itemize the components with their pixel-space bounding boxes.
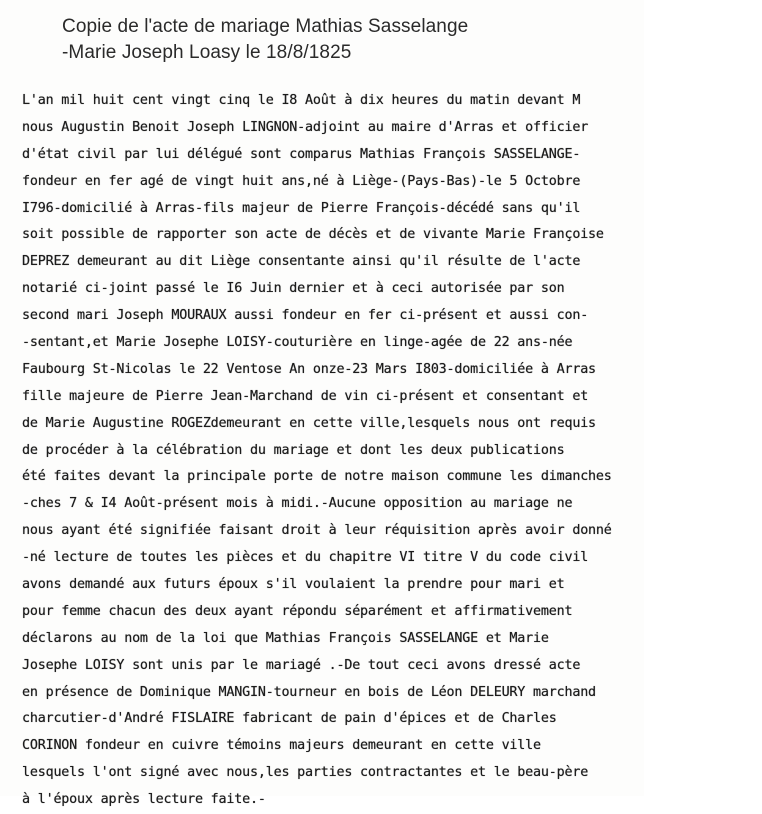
text-line: -ches 7 & I4 Août-présent mois à midi.-Aucune opposition au mariage ne bbox=[22, 496, 573, 512]
text-line: charcutier-d'André FISLAIRE fabricant de pain d'épices et de Charles bbox=[22, 711, 557, 727]
title-line-1: Copie de l'acte de mariage Mathias Sasselange bbox=[62, 16, 469, 37]
document-title bbox=[62, 14, 622, 66]
text-line: nous Augustin Benoit Joseph LINGNON-adjoint au maire d'Arras et officier bbox=[22, 119, 589, 135]
text-line: de procéder à la célébration du mariage et dont les deux publications bbox=[22, 442, 565, 458]
text-line: nous ayant été signifiée faisant droit à leur réquisition après avoir donné bbox=[22, 523, 612, 539]
text-line: à l'époux après lecture faite.- bbox=[22, 792, 266, 808]
text-line: fille majeure de Pierre Jean-Marchand de vin ci-présent et consentant et bbox=[22, 388, 589, 404]
text-line: soit possible de rapporter son acte de décès et de vivante Marie Françoise bbox=[22, 227, 604, 243]
text-line: notarié ci-joint passé le I6 Juin dernier et à ceci autorisée par son bbox=[22, 281, 565, 297]
text-line: -sentant,et Marie Josephe LOISY-couturière en linge-agée de 22 ans-née bbox=[22, 335, 573, 351]
text-line: L'an mil huit cent vingt cinq le I8 Août à dix heures du matin devant M bbox=[22, 93, 581, 108]
text-line: pour femme chacun des deux ayant répondu séparément et affirmativement bbox=[22, 603, 573, 619]
title-line-2: -Marie Joseph Loasy le 18/8/1825 bbox=[62, 42, 352, 63]
text-line: déclarons au nom de la loi que Mathias François SASSELANGE et Marie bbox=[22, 630, 549, 646]
text-line: Faubourg St-Nicolas le 22 Ventose An onze-23 Mars I803-domiciliée à Arras bbox=[22, 361, 596, 377]
text-line: CORINON fondeur en cuivre témoins majeurs demeurant en cette ville bbox=[22, 738, 541, 754]
text-line: Josephe LOISY sont unis par le mariagé .-De tout ceci avons dressé acte bbox=[22, 657, 581, 673]
text-line: DEPREZ demeurant au dit Liège consentante ainsi qu'il résulte de l'acte bbox=[22, 254, 581, 270]
text-line: lesquels l'ont signé avec nous,les parties contractantes et le beau-père bbox=[22, 765, 589, 781]
marriage-act-text bbox=[22, 88, 762, 814]
text-line: avons demandé aux futurs époux s'il voulaient la prendre pour mari et bbox=[22, 577, 565, 593]
text-line: fondeur en fer agé de vingt huit ans,né à Liège-(Pays-Bas)-le 5 Octobre bbox=[22, 173, 581, 189]
text-line: d'état civil par lui délégué sont comparus Mathias François SASSELANGE- bbox=[22, 146, 581, 162]
text-line: -né lecture de toutes les pièces et du chapitre VI titre V du code civil bbox=[22, 550, 589, 566]
text-line: I796-domicilié à Arras-fils majeur de Pierre François-décédé sans qu'il bbox=[22, 200, 581, 216]
text-line: second mari Joseph MOURAUX aussi fondeur en fer ci-présent et aussi con- bbox=[22, 308, 589, 324]
text-line: été faites devant la principale porte de notre maison commune les dimanches bbox=[22, 469, 612, 485]
text-line: en présence de Dominique MANGIN-tourneur en bois de Léon DELEURY marchand bbox=[22, 684, 596, 700]
text-line: de Marie Augustine ROGEZdemeurant en cette ville,lesquels nous ont requis bbox=[22, 415, 596, 431]
